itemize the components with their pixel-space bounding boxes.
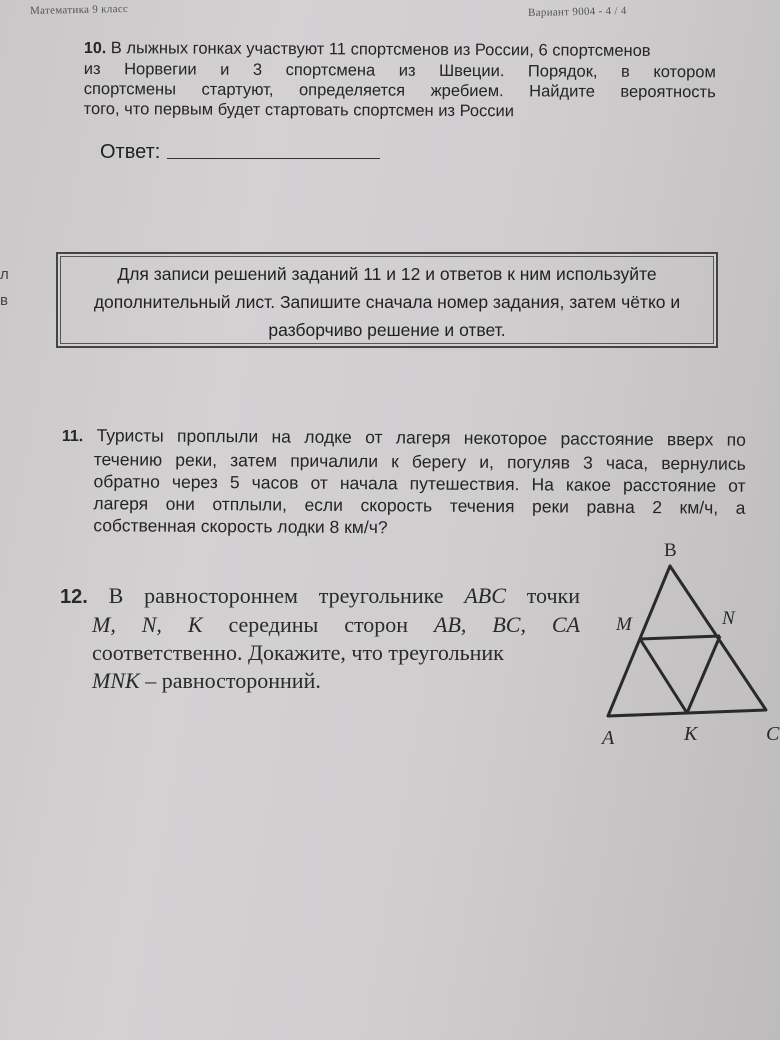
task-11 — [61, 424, 746, 541]
margin-mark-2: в — [0, 292, 8, 309]
task-11-line-2: течению реки, затем причалили к берегу и, погуляв 3 часа, вернулись — [93, 449, 746, 474]
answer-field[interactable] — [167, 158, 380, 159]
label-b: B — [664, 540, 677, 561]
margin-mark-1: л — [0, 266, 9, 283]
task-10-line-3: спортсмены стартуют, определяется жребием. Найдите вероятность — [83, 79, 716, 102]
task-11-line-4: лагеря они отплыли, если скорость течения реки равна 2 км/ч, а — [93, 493, 746, 518]
task-12-number: 12. — [60, 586, 88, 608]
segment-mn — [640, 636, 720, 639]
header-variant: Вариант 9004 - 4 / 4 — [527, 4, 627, 20]
triangle-figure — [590, 530, 780, 770]
segment-nk — [687, 636, 720, 713]
instruction-line-3: разборчиво решение и ответ. — [268, 320, 506, 340]
task-12-line-3: соответственно. Докажите, что треугольник — [92, 640, 504, 665]
task-12-line-2: M, N, K середины сторон AB, BC, CA — [92, 612, 580, 637]
segment-mk — [640, 639, 687, 713]
task-10-line-1: 10. В лыжных гонках участвуют 11 спортсменов из России, 6 спортсменов — [83, 39, 651, 60]
task-10-line-2: из Норвегии и 3 спортсмена из Швеции. Порядок, в котором — [83, 59, 716, 82]
label-m: M — [616, 614, 632, 635]
task-10-number: 10. — [83, 39, 107, 58]
triangle-abc — [608, 566, 766, 716]
task-12-line-1: 12. В равностороннем треугольнике ABC точки — [60, 583, 581, 608]
instruction-line-2: дополнительный лист. Запишите сначала номер задания, затем чётко и — [93, 292, 681, 312]
label-c: C — [766, 723, 780, 745]
task-11-line-1: 11. Туристы проплыли на лодке от лагеря некоторое расстояние вверх по — [61, 425, 746, 450]
instruction-box — [56, 252, 718, 348]
answer-label: Ответ: — [100, 141, 161, 163]
task-11-line-3: обратно через 5 часов от начала путешествия. На какое расстояние от — [93, 471, 746, 496]
task-11-number: 11. — [61, 427, 84, 446]
task-12 — [60, 582, 580, 695]
task-12-line-4: MNK – равносторонний. — [92, 668, 321, 693]
task-11-line-5: собственная скорость лодки 8 км/ч? — [93, 515, 388, 538]
label-k: K — [684, 723, 698, 745]
instruction-line-1: Для записи решений заданий 11 и 12 и ответов к ним используйте — [117, 264, 657, 284]
label-n: N — [722, 608, 735, 629]
header-subject: Математика 9 класс — [29, 2, 129, 18]
task-10-line-4: того, что первым будет стартовать спортсмен из России — [83, 99, 515, 121]
label-a: A — [602, 727, 615, 749]
task-10 — [84, 38, 716, 122]
